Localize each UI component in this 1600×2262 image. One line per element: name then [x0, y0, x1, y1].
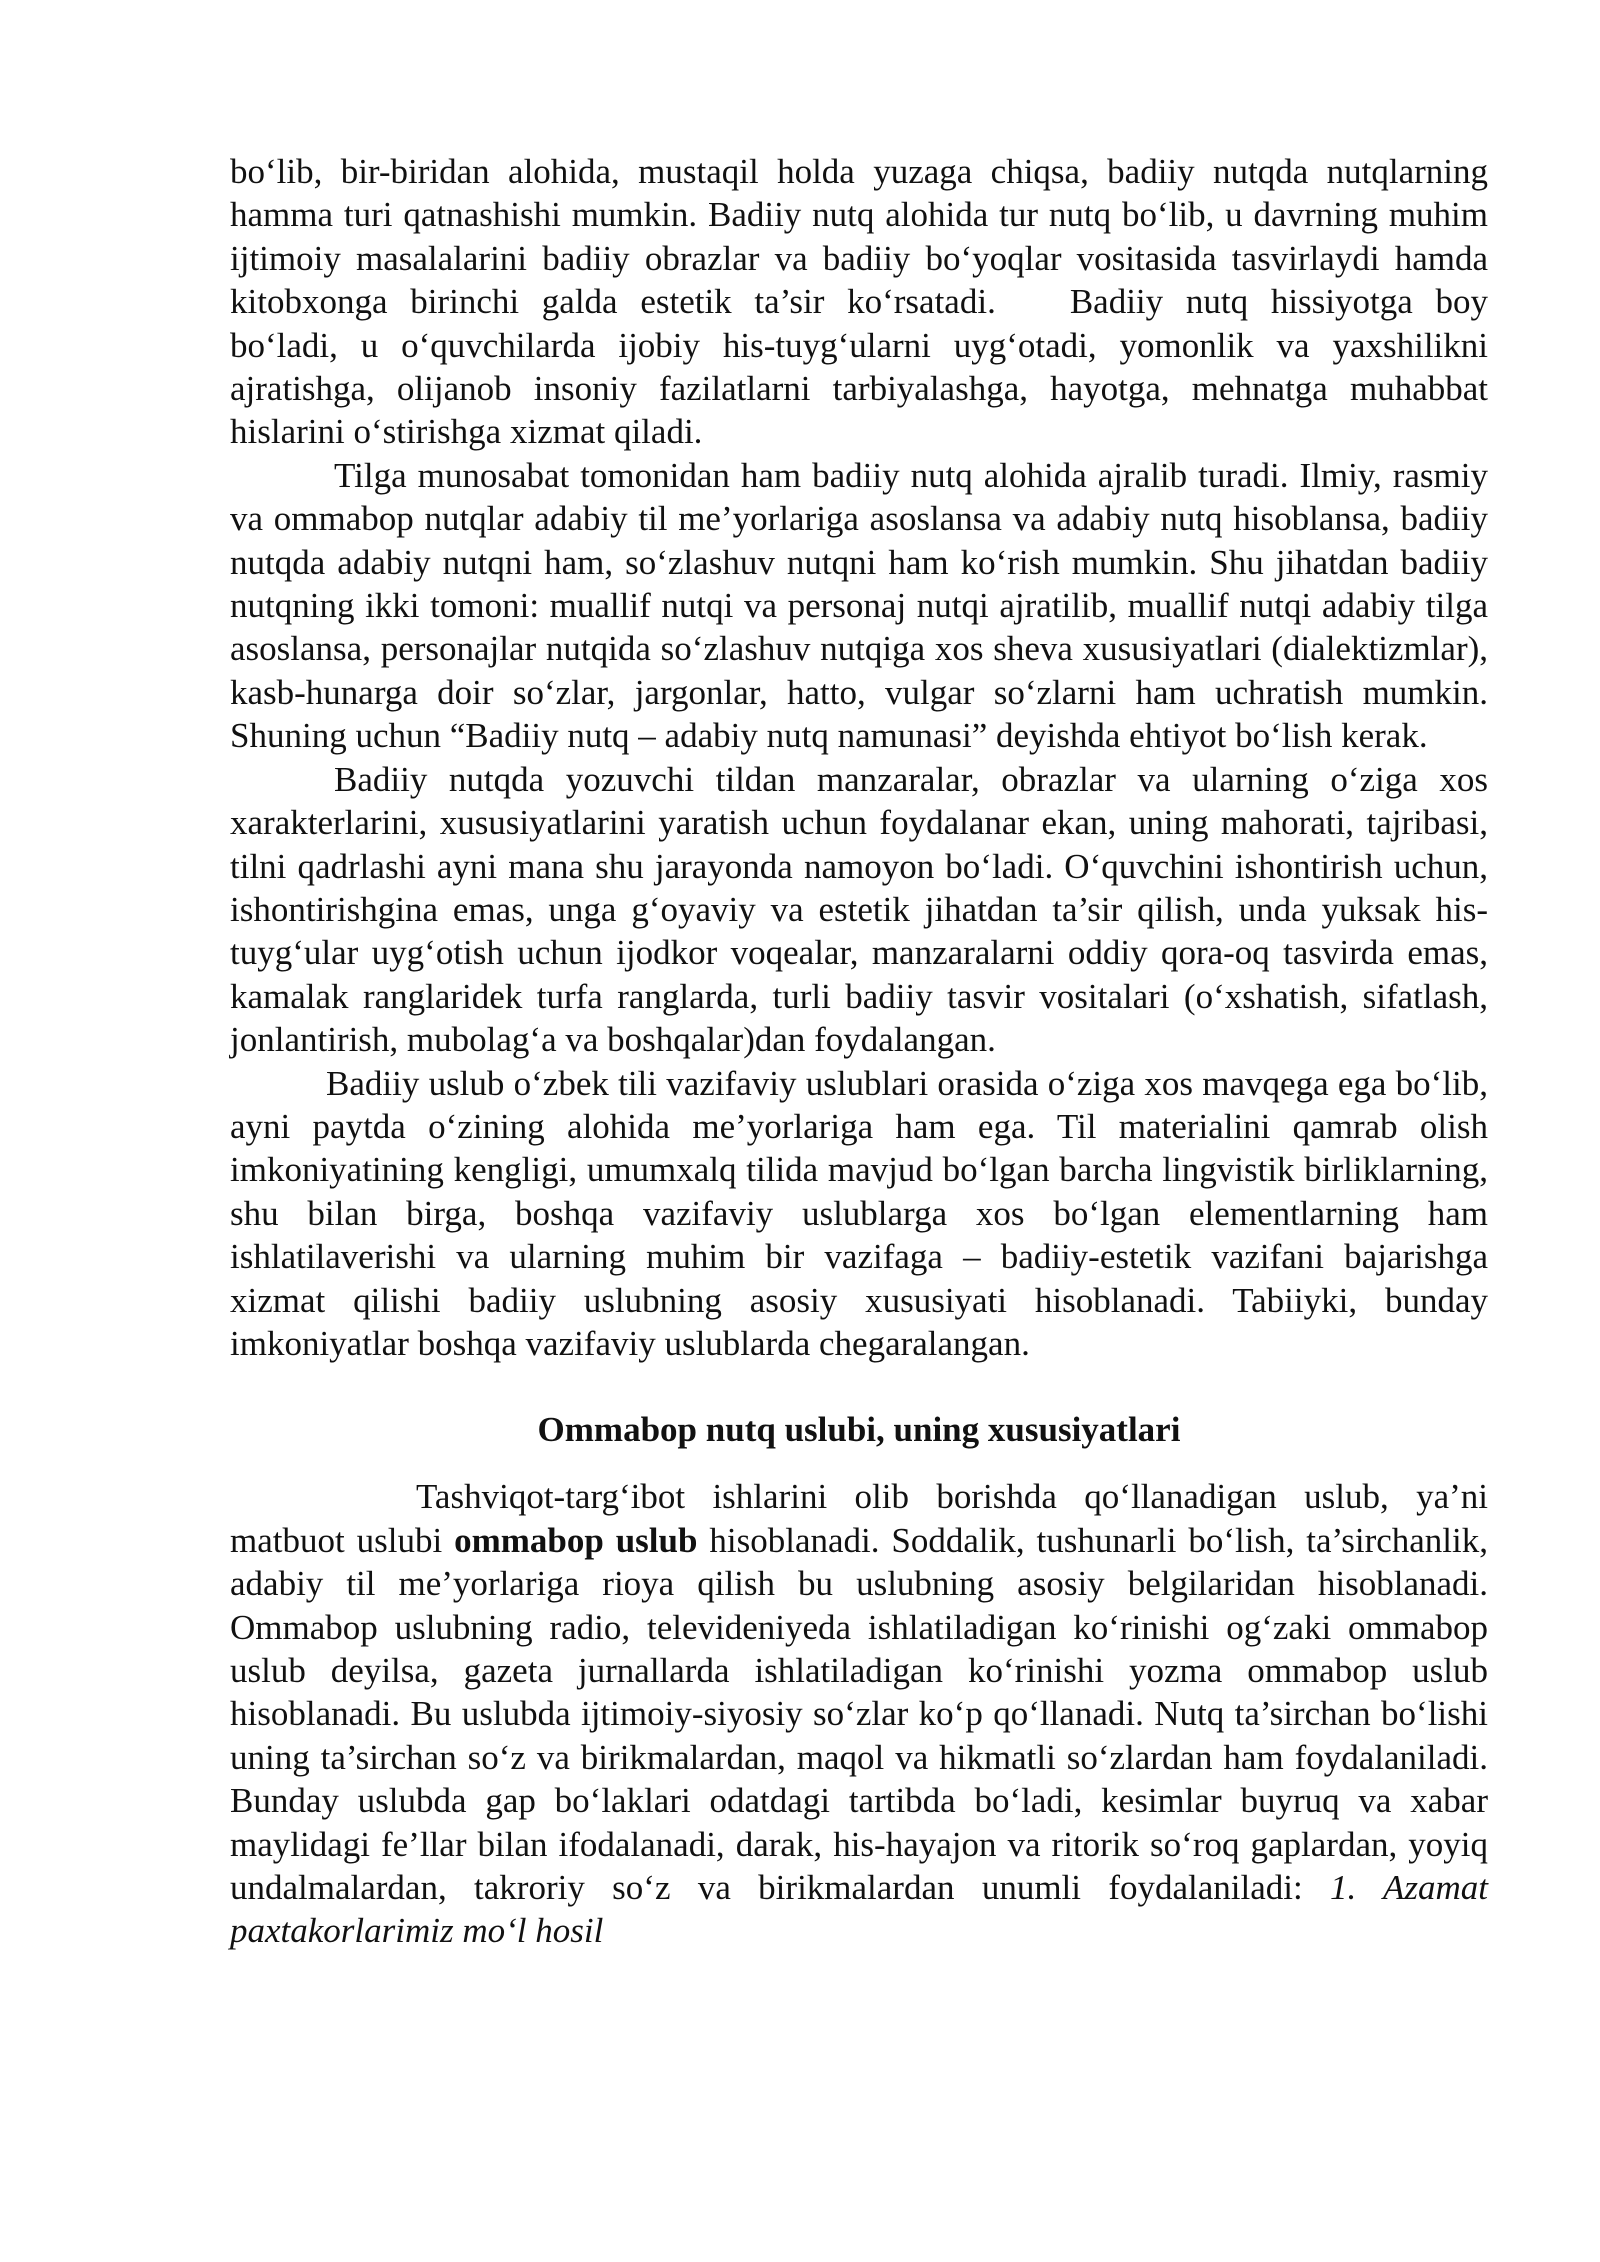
paragraph-badiiy-uslub: Badiiy uslub o‘zbek tili vazifaviy uslublari orasida o‘ziga xos mavqega ega bo‘lib, ayni paytda o‘zining alohida me’yorlariga ham ega. Til materialini qamrab olish imkoniyatining kengligi, umumxalq tilida mavjud bo‘lgan barcha lingvistik birliklarning, shu bilan birga, boshqa vazifaviy uslublarga xos bo‘lgan elementlarning ham ishlatilaverishi va ularning muhim bir vazifaga – badiiy-estetik vazifani bajarishga xizmat qilishi badiiy uslubning asosiy xususiyati hisoblanadi. Tabiiyki, bunday imkoniyatlar boshqa vazifaviy uslublarda chegaralangan.	[230, 1063, 1488, 1363]
section-heading: Ommabop nutq uslubi, uning xususiyatlari	[537, 1410, 1181, 1450]
italic-example: 1. Azamat paxtakorlarimiz mo‘l hosil	[230, 1868, 1488, 1951]
paragraph-tilga-munosabat: Tilga munosabat tomonidan ham badiiy nutq alohida ajralib turadi. Ilmiy, rasmiy va ommabop nutqlar adabiy til me’yorlariga asoslansa va adabiy nutq hisoblansa, badiiy nutqda adabiy nutqni ham, so‘zlashuv nutqni ham ko‘rish mumkin. Shu jihatdan badiiy nutqning ikki tomoni: muallif nutqi va personaj nutqi ajratilib, muallif nutqi adabiy tilga asoslansa, personajlar nutqida so‘zlashuv nutqiga xos sheva xususiyatlari (dialektizmlar), kasb-hunarga doir so‘zlar, jargonlar, hatto, vulgar so‘zlarni ham uchratish mumkin. Shuning uchun “Badiiy nutq – adabiy nutq namunasi” deyishda ehtiyot bo‘lish kerak.	[230, 455, 1488, 756]
document-page	[230, 150, 1488, 1953]
paragraph-ommabop-uslub	[230, 1475, 1488, 1952]
paragraph-text: bo‘lib, bir-biridan alohida, mustaqil holda yuzaga chiqsa, badiiy nutqda nutqlarning hamma turi qatnashishi mumkin. Badiiy nutq alohida tur nutq bo‘lib, u davrning muhim ijtimoiy masalalarini badiiy obrazlar va badiiy bo‘yoqlar vositasida tasvirlaydi hamda kitobxonga birinchi galda estetik ta’sir ko‘rsatadi.	[230, 152, 1488, 322]
paragraph-yozuvchi-mahorati: Badiiy nutqda yozuvchi tildan manzaralar, obrazlar va ularning o‘ziga xos xarakterlarini, xususiyatlarini yaratish uchun foydalanar ekan, uning mahorati, tajribasi, tilni qadrlashi ayni mana shu jarayonda namoyon bo‘ladi. O‘quvchini ishontirish uchun, ishontirishgina emas, unga g‘oyaviy va estetik jihatdan ta’sir qilish, unda yuksak his-tuyg‘ular uyg‘otish uchun ijodkor voqealar, manzaralarni oddiy qora-oq tasvirda emas, kamalak ranglaridek turfa ranglarda, turli badiiy tasvir vositalari (o‘xshatish, sifatlash, jonlantirish, mubolag‘a va boshqalar)dan foydalangan.	[230, 759, 1488, 1060]
paragraph-text: Tashviqot-targ‘ibot ishlarini olib borishda qo‘llanadigan uslub, ya’ni matbuot uslubi	[230, 1477, 1488, 1560]
paragraph-badiiy-nutq-intro	[230, 150, 1488, 454]
bold-term: ommabop uslub	[454, 1520, 698, 1560]
paragraph-text: hisoblanadi. Soddalik, tushunarli bo‘lish, ta’sirchanlik, adabiy til me’yorlariga rioya qilish bu uslubning asosiy belgilaridan hisoblanadi. Ommabop uslubning radio, televideniyeda ishlatiladigan ko‘rinishi og‘zaki ommabop uslub deyilsa, gazeta jurnallarda ishlatiladigan ko‘rinishi yozma ommabop uslub hisoblanadi. Bu uslubda ijtimoiy-siyosiy so‘zlar ko‘p qo‘llanadi. Nutq ta’sirchan bo‘lishi uning ta’sirchan so‘z va birikmalardan, maqol va hikmatli so‘zlardan ham foydalaniladi. Bunday uslubda gap bo‘laklari odatdagi tartibda bo‘ladi, kesimlar buyruq va xabar maylidagi fe’llar bilan ifodalanadi, darak, his-hayajon va ritorik so‘roq gaplardan, yoyiq undalmalardan, takroriy so‘z va birikmalardan unumli foydalaniladi:	[230, 1520, 1488, 1908]
paragraph-text: Badiiy nutq hissiyotga boy bo‘ladi, u o‘quvchilarda ijobiy his-tuyg‘ularni uyg‘otadi, yomonlik va yaxshilikni ajratishga, olijanob insoniy fazilatlarni tarbiyalashga, hayotga, mehnatga muhabbat hislarini o‘stirishga xizmat qiladi.	[230, 282, 1489, 452]
